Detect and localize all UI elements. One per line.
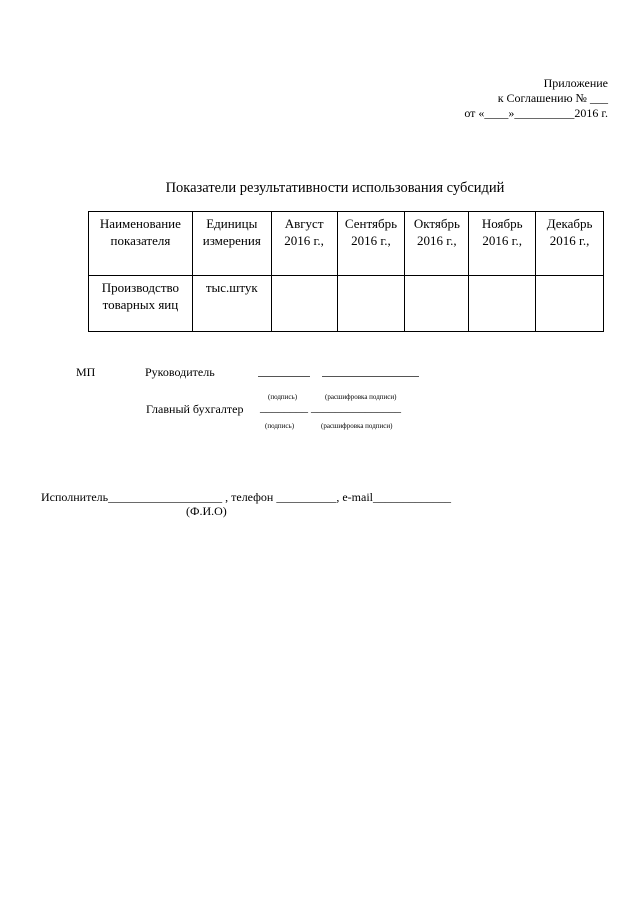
table-row	[89, 276, 604, 332]
header-cell-december: Декабрь 2016 г.,	[536, 212, 604, 276]
row-unit-cell: тыс.штук	[192, 276, 271, 332]
header-cell-august: Август 2016 г.,	[271, 212, 337, 276]
value-cell-december[interactable]	[536, 276, 604, 332]
value-cell-october[interactable]	[405, 276, 469, 332]
head-decode-caption: (расшифровка подписи)	[325, 393, 397, 401]
executor-line[interactable]: Исполнитель___________________ , телефон __________, e-mail_____________	[41, 490, 451, 504]
indicators-table	[88, 211, 604, 332]
value-cell-november[interactable]	[469, 276, 536, 332]
head-label: Руководитель	[145, 365, 215, 379]
header-cell-name: Наименование показателя	[89, 212, 193, 276]
accountant-label: Главный бухгалтер	[146, 402, 244, 416]
accountant-decode-caption: (расшифровка подписи)	[321, 422, 393, 430]
head-sign-caption: (подпись)	[268, 393, 298, 401]
header-cell-october: Октябрь 2016 г.,	[405, 212, 469, 276]
accountant-signature-lines[interactable]: ________ _______________	[260, 400, 401, 414]
accountant-sign-caption: (подпись)	[265, 422, 295, 430]
stamp-place-label: МП	[76, 365, 96, 379]
head-decode-line[interactable]	[322, 376, 419, 377]
header-cell-november: Ноябрь 2016 г.,	[469, 212, 536, 276]
appendix-label: Приложение	[543, 76, 608, 90]
table-header-row	[89, 212, 604, 276]
head-signature-line[interactable]	[258, 376, 310, 377]
agreement-date: от «____»__________2016 г.	[464, 106, 608, 120]
header-cell-unit: Единицы измерения	[192, 212, 271, 276]
value-cell-august[interactable]	[271, 276, 337, 332]
row-name-cell: Производство товарных яиц	[89, 276, 193, 332]
agreement-number: к Соглашению № ___	[497, 91, 608, 105]
page-title: Показатели результативности использования субсидий	[165, 180, 505, 196]
header-cell-september: Сентябрь 2016 г.,	[337, 212, 405, 276]
value-cell-september[interactable]	[337, 276, 405, 332]
appendix-header	[464, 76, 608, 121]
executor-fio-caption: (Ф.И.О)	[186, 504, 227, 518]
